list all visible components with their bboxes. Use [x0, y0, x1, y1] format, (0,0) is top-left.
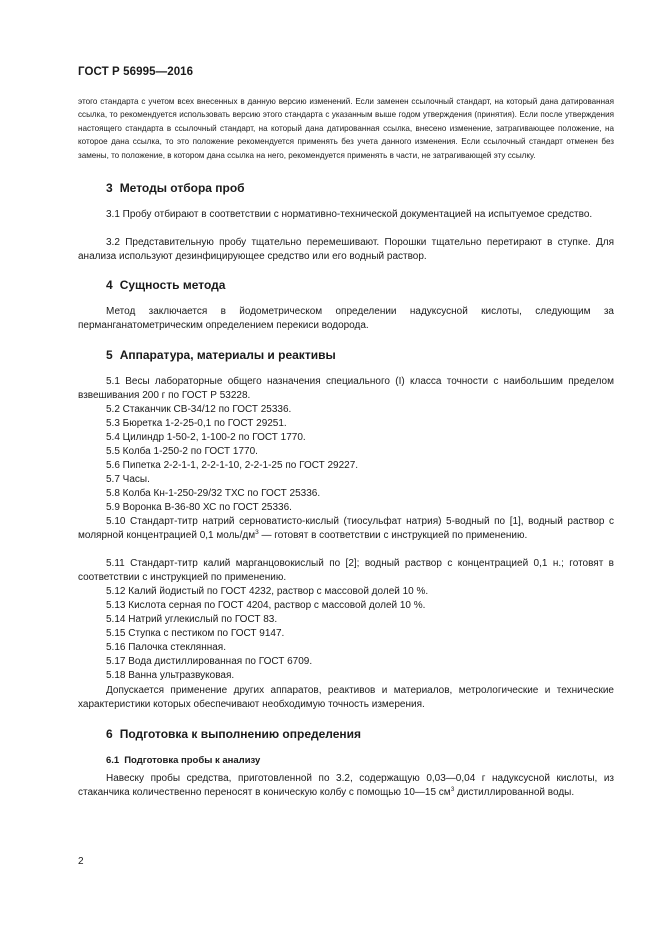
- clause-5-2: 5.2 Стаканчик СВ-34/12 по ГОСТ 25336.: [106, 404, 292, 415]
- clause-3-2: 3.2 Представительную пробу тщательно перемешивают. Порошки тщательно перетирают в ступке. Для анализа используют дезинфицирующее средство или его водный раствор.: [78, 237, 614, 262]
- section-4-title: Сущность метода: [119, 278, 226, 292]
- clause-5-12: 5.12 Калий йодистый по ГОСТ 4232, раствор с массовой долей 10 %.: [106, 586, 429, 597]
- clause-5-18: 5.18 Ванна ультразвуковая.: [106, 670, 235, 681]
- intro-paragraph: этого стандарта с учетом всех внесенных в данную версию изменений. Если заменен ссылочный стандарт, на который дана датированная ссылка, то рекомендуется использовать версию этого стандарта с указанным выше годом утверждения (принятия). Если после утверждения настоящего стандарта в ссылочный стандарт, на который дана датированная ссылка, внесено изменение, затрагивающее положение, на которое дана ссылка, то это положение рекомендуется применять без учета данного изменения. Если ссылочный стандарт отменен без замены, то положение, в котором дана ссылка на него, рекомендуется применять в части, не затрагивающей эту ссылку.: [78, 97, 614, 160]
- clause-6-1-text-end: дистиллированной воды.: [454, 786, 575, 798]
- section-3-heading: [106, 181, 245, 195]
- section-5-title: Аппаратура, материалы и реактивы: [119, 348, 336, 362]
- section-6-heading: [106, 727, 361, 741]
- clause-5-3: 5.3 Бюретка 1-2-25-0,1 по ГОСТ 29251.: [106, 418, 287, 429]
- clause-5-13: 5.13 Кислота серная по ГОСТ 4204, раствор с массовой долей 10 %.: [106, 600, 426, 611]
- section-3-title: Методы отбора проб: [119, 181, 245, 195]
- document-header: ГОСТ Р 56995—2016: [78, 66, 194, 78]
- clause-5-10-superscript: 3: [255, 528, 259, 536]
- clause-6-1-superscript: 3: [450, 785, 455, 793]
- clause-5-note: Допускается применение других аппаратов, реактивов и материалов, метрологические и технические характеристики которых обеспечивают необходимую точность измерения.: [78, 685, 614, 710]
- clause-5-14: 5.14 Натрий углекислый по ГОСТ 83.: [106, 614, 278, 625]
- clause-6-1-text-start: Навеску пробы средства, приготовленной по 3.2, содержащую 0,03—0,04 г надуксусной кислоты, из стаканчика количественно переносят в коническую колбу с помощью 10—15 см: [78, 773, 614, 798]
- clause-5-4: 5.4 Цилиндр 1-50-2, 1-100-2 по ГОСТ 1770.: [106, 432, 306, 443]
- clause-5-8: 5.8 Колба Кн-1-250-29/32 ТХС по ГОСТ 25336.: [106, 488, 321, 499]
- clause-5-10-text: 5.10 Стандарт-титр натрий серноватисто-кислый (тиосульфат натрия) 5-водный по [1], водный раствор с молярной концентрацией 0,1 моль/дм: [78, 516, 614, 541]
- clause-5-11: 5.11 Стандарт-титр калий марганцовокислый по [2]; водный раствор с концентрацией 0,1 н.; готовят в соответствии с инструкцией по применению.: [78, 558, 614, 583]
- clause-4-text: Метод заключается в йодометрическом определении надуксусной кислоты, следующим за перманганатометрическим определением перекиси водорода.: [78, 306, 614, 331]
- subsection-6-1-heading: [106, 755, 260, 766]
- clause-5-9: 5.9 Воронка В-36-80 ХС по ГОСТ 25336.: [106, 502, 292, 513]
- section-5-number: 5: [106, 348, 113, 362]
- clause-5-17: 5.17 Вода дистиллированная по ГОСТ 6709.: [106, 656, 313, 667]
- section-3-number: 3: [106, 181, 113, 195]
- clause-5-10-text-end: — готовят в соответствии с инструкцией по применению.: [258, 529, 528, 541]
- clause-5-16: 5.16 Палочка стеклянная.: [106, 642, 226, 653]
- clause-5-7: 5.7 Часы.: [106, 474, 150, 485]
- clause-5-15: 5.15 Ступка с пестиком по ГОСТ 9147.: [106, 628, 285, 639]
- page-number: 2: [78, 856, 84, 867]
- subsection-6-1-title: Подготовка пробы к анализу: [124, 755, 261, 766]
- clause-5-10: [78, 515, 614, 543]
- clause-3-1: 3.1 Пробу отбирают в соответствии с нормативно-технической документацией на испытуемое средство.: [106, 209, 593, 220]
- subsection-6-1-number: 6.1: [106, 755, 120, 766]
- section-4-heading: [106, 278, 225, 292]
- clause-5-6: 5.6 Пипетка 2-2-1-1, 2-2-1-10, 2-2-1-25 по ГОСТ 29227.: [106, 460, 359, 471]
- clause-6-1-text: [78, 772, 614, 800]
- section-6-title: Подготовка к выполнению определения: [119, 727, 362, 741]
- section-6-number: 6: [106, 727, 113, 741]
- section-4-number: 4: [106, 278, 113, 292]
- section-5-heading: [106, 348, 336, 362]
- clause-5-1: 5.1 Весы лабораторные общего назначения специального (I) класса точности с наибольшим пределом взвешивания 200 г по ГОСТ Р 53228.: [78, 376, 614, 401]
- clause-5-5: 5.5 Колба 1-250-2 по ГОСТ 1770.: [106, 446, 258, 457]
